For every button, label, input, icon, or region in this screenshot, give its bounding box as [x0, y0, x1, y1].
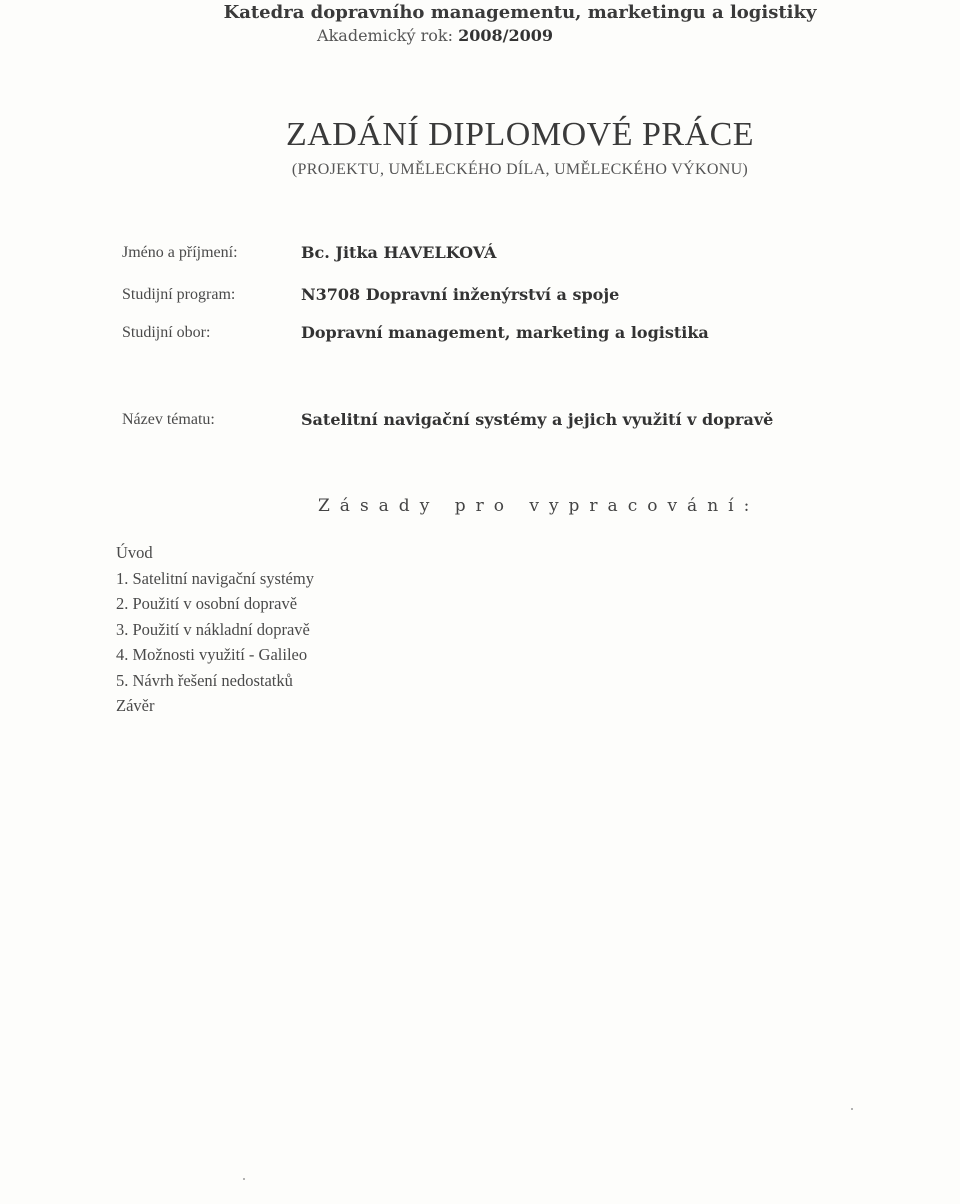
outline-item: 1. Satelitní navigační systémy — [116, 568, 314, 588]
study-program-value: N3708 Dopravní inženýrství a spoje — [301, 285, 620, 304]
academic-year-value: 2008/2009 — [458, 26, 553, 45]
outline-item: Úvod — [116, 543, 153, 562]
academic-year-line — [0, 26, 870, 45]
department-name: Katedra dopravního managementu, marketingu a logistiky — [223, 2, 817, 23]
outline-item: 3. Použití v nákladní dopravě — [116, 619, 310, 639]
study-field-value: Dopravní management, marketing a logistika — [301, 323, 709, 342]
name-label: Jméno a příjmení: — [122, 244, 238, 261]
outline-item: Závěr — [116, 696, 155, 715]
topic-label: Název tématu: — [122, 411, 215, 428]
scan-speck — [851, 1108, 853, 1110]
document-subtitle: (PROJEKTU, UMĚLECKÉHO DÍLA, UMĚLECKÉHO VÝKONU) — [291, 161, 749, 178]
name-value: Bc. Jitka HAVELKOVÁ — [301, 243, 497, 262]
study-field-label: Studijní obor: — [122, 324, 211, 341]
scan-speck — [243, 1178, 245, 1180]
academic-year-label: Akademický rok: — [317, 26, 453, 45]
outline-item: 5. Návrh řešení nedostatků — [116, 670, 293, 690]
study-program-label: Studijní program: — [122, 286, 236, 303]
topic-value: Satelitní navigační systémy a jejich využití v dopravě — [301, 410, 774, 429]
principles-outline — [116, 540, 314, 719]
document-title: ZADÁNÍ DIPLOMOVÉ PRÁCE — [285, 116, 755, 153]
outline-item: 4. Možnosti využití - Galileo — [116, 645, 308, 664]
principles-heading: Zásady pro vypracování: — [318, 496, 760, 516]
outline-item: 2. Použití v osobní dopravě — [116, 594, 298, 613]
